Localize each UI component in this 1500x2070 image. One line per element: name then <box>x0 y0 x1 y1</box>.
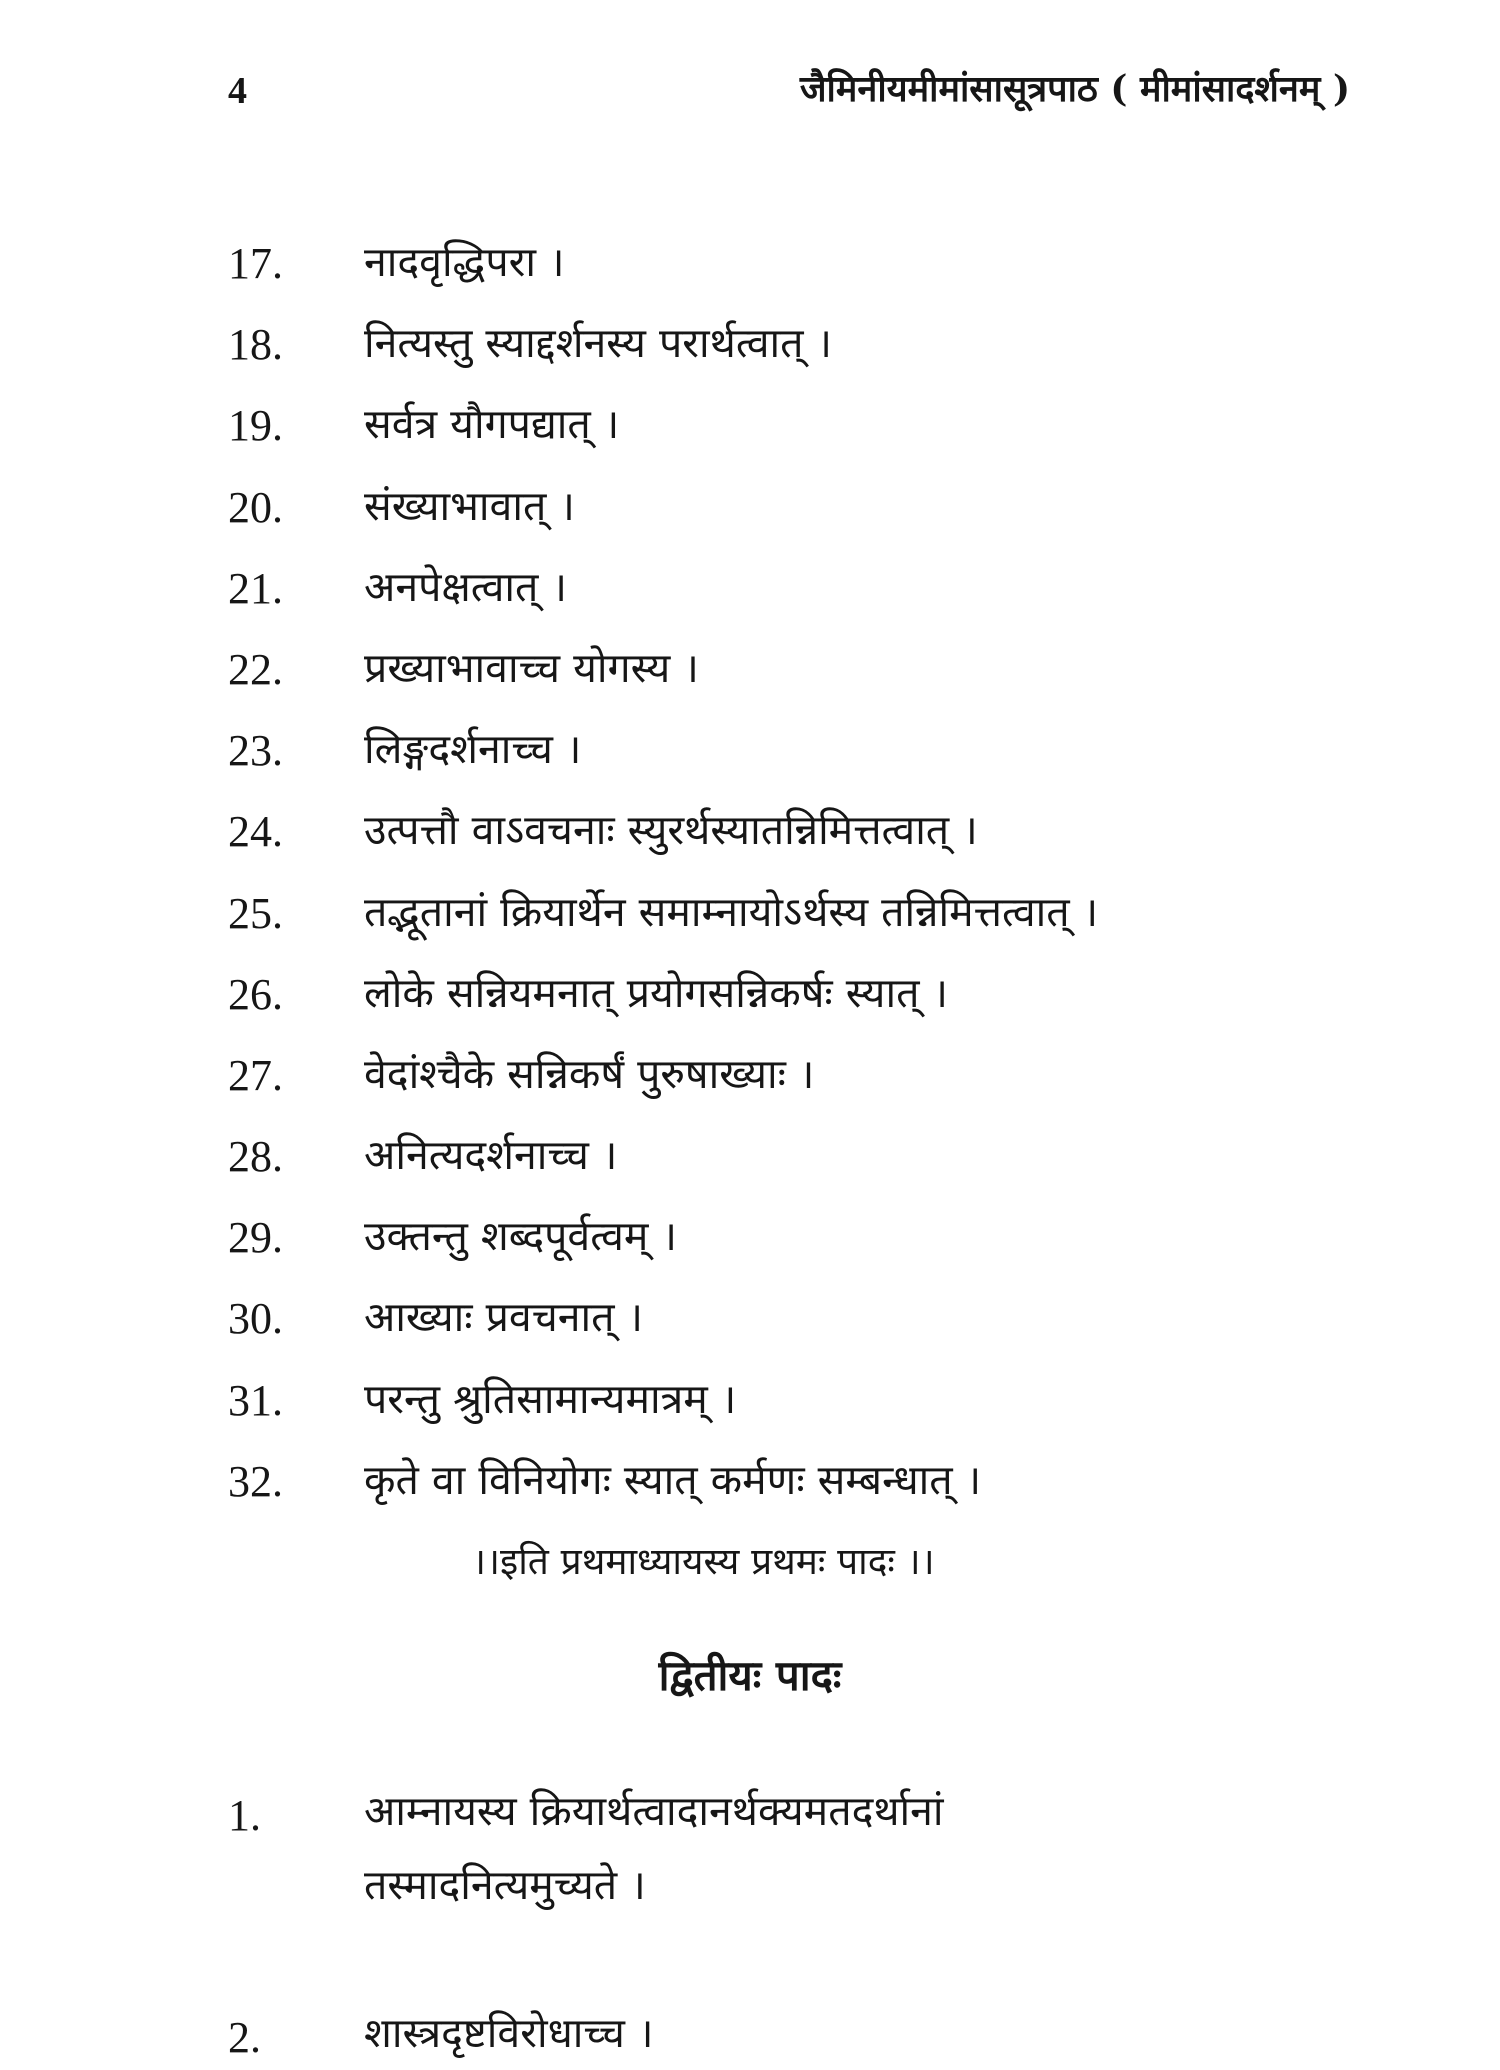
verse-24 <box>228 794 1358 875</box>
verse-number: 27. <box>228 1050 283 1100</box>
verse-2 <box>228 1988 1358 2068</box>
verse-text-line-2: तस्मादनित्यमुच्यते । <box>364 1861 646 1909</box>
page-number: 4 <box>228 70 247 112</box>
verse-number: 24. <box>228 807 283 857</box>
verse-text <box>364 1774 944 1922</box>
verse-text-line-1: आम्नायस्य क्रियार्थत्वादानर्थक्यमतदर्थानां <box>364 1787 944 1835</box>
verse-27 <box>228 1038 1358 1119</box>
section-heading: द्वितीयः पादः <box>658 1651 842 1700</box>
verse-text: संख्याभावात् । <box>364 481 575 530</box>
chapter-colophon: ।।इति प्रथमाध्यायस्य प्रथमः पादः ।। <box>472 1540 935 1583</box>
verse-text: नित्यस्तु स्याद्दर्शनस्य परार्थत्वात् । <box>364 319 833 368</box>
verse-text: वेदांश्चैके सन्निकर्षं पुरुषाख्याः । <box>364 1049 815 1098</box>
verse-1 <box>228 1770 1358 1988</box>
verse-number: 20. <box>228 482 283 532</box>
verse-18 <box>228 307 1358 388</box>
verse-32 <box>228 1444 1358 1525</box>
verse-number: 23. <box>228 726 283 776</box>
verse-text: नादवृद्धिपरा । <box>364 238 565 286</box>
verse-23 <box>228 713 1358 794</box>
verse-21 <box>228 551 1358 632</box>
verse-text: प्रख्याभावाच्च योगस्य । <box>364 643 699 692</box>
verse-20 <box>228 470 1358 551</box>
verse-number: 32. <box>228 1456 283 1506</box>
verse-number: 29. <box>228 1213 283 1263</box>
verse-number: 21. <box>228 563 283 613</box>
verse-number: 30. <box>228 1294 283 1344</box>
verse-number: 31. <box>228 1375 283 1425</box>
verse-17 <box>228 226 1358 307</box>
verse-28 <box>228 1119 1358 1200</box>
verse-number: 28. <box>228 1132 283 1182</box>
verse-22 <box>228 632 1358 713</box>
verse-31 <box>228 1363 1358 1444</box>
verse-text: लोके सन्नियमनात् प्रयोगसन्निकर्षः स्यात् । <box>364 968 949 1017</box>
verse-number: 19. <box>228 401 283 451</box>
verse-text: उक्तन्तु शब्दपूर्वत्वम् । <box>364 1212 677 1261</box>
verse-list-section-2 <box>228 1770 1358 2068</box>
verse-list-section-1 <box>228 226 1358 1525</box>
verse-26 <box>228 957 1358 1038</box>
verse-text: कृते वा विनियोगः स्यात् कर्मणः सम्बन्धात् । <box>364 1455 982 1504</box>
verse-30 <box>228 1281 1358 1362</box>
verse-number: 26. <box>228 969 283 1019</box>
verse-text: अनपेक्षत्वात् । <box>364 562 567 611</box>
verse-number: 22. <box>228 644 283 694</box>
verse-text: अनित्यदर्शनाच्च । <box>364 1131 618 1180</box>
verse-number: 1. <box>228 1791 261 1840</box>
verse-text: सर्वत्र यौगपद्यात् । <box>364 400 620 449</box>
verse-number: 25. <box>228 888 283 938</box>
verse-19 <box>228 388 1358 469</box>
verse-number: 17. <box>228 239 283 288</box>
running-header-title: जैमिनीयमीमांसासूत्रपाठ ( मीमांसादर्शनम् ) <box>799 68 1350 110</box>
verse-number: 18. <box>228 320 283 370</box>
verse-text: तद्भूतानां क्रियार्थेन समाम्नायोऽर्थस्य तन्निमित्तत्वात् । <box>364 887 1099 936</box>
verse-text: उत्पत्तौ वाऽवचनाः स्युरर्थस्यातन्निमित्तत्वात् । <box>364 806 978 855</box>
verse-29 <box>228 1200 1358 1281</box>
verse-text: शास्त्रदृष्टविरोधाच्च । <box>364 2009 654 2057</box>
verse-text: लिङ्गदर्शनाच्च । <box>364 725 582 774</box>
verse-25 <box>228 876 1358 957</box>
verse-text: परन्तु श्रुतिसामान्यमात्रम् । <box>364 1374 737 1423</box>
verse-text: आख्याः प्रवचनात् । <box>364 1293 644 1342</box>
verse-number: 2. <box>228 2013 261 2062</box>
